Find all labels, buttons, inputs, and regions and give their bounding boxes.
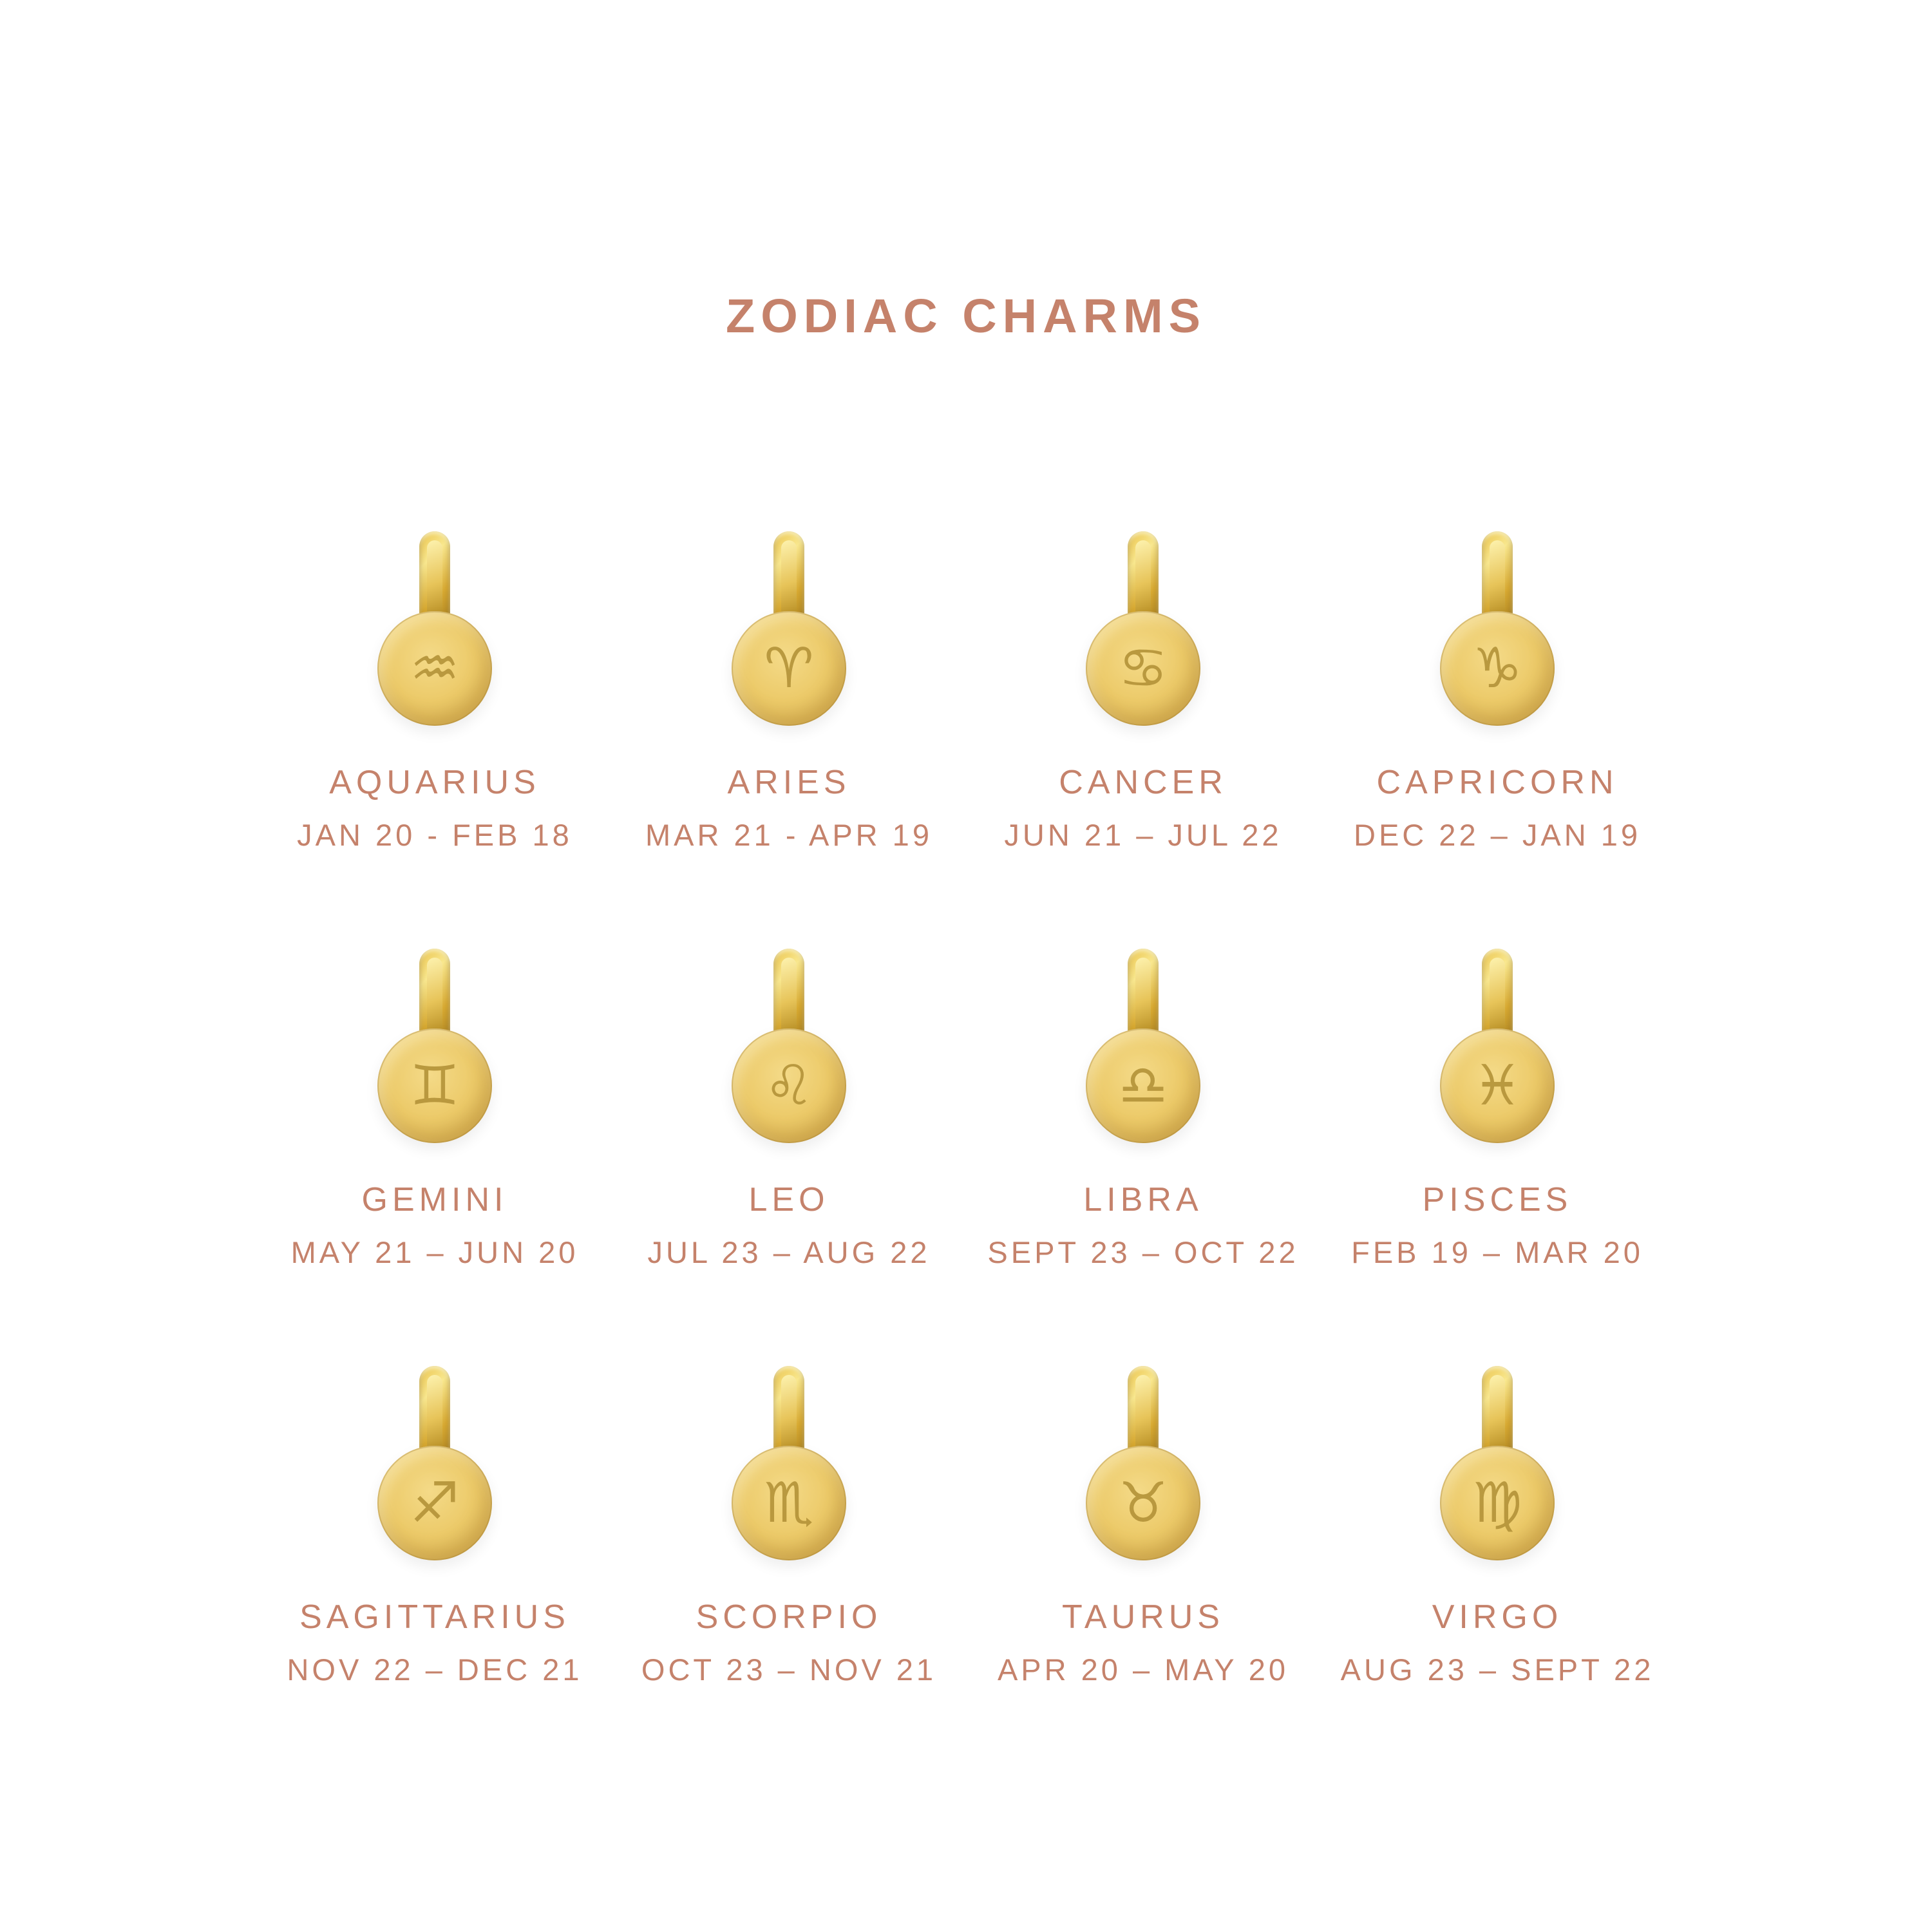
charm-name-label: GEMINI [361,1181,508,1218]
charm-dates-label: OCT 23 – NOV 21 [641,1653,937,1687]
pendant-disc [1086,611,1200,726]
charm-name-label: SAGITTARIUS [299,1598,570,1636]
charm-leo [612,929,966,1347]
charm-dates-label: JUL 23 – AUG 22 [647,1235,931,1269]
sagittarius-symbol-icon: ♐ [410,1471,460,1535]
virgo-symbol-icon: ♍ [1472,1471,1522,1535]
aquarius-symbol-icon: ♒ [410,636,460,701]
charm-scorpio [612,1347,966,1764]
pendant-disc [1440,1028,1555,1143]
charm-aquarius [258,512,612,929]
charm-grid [258,512,1674,1764]
capricorn-symbol-icon: ♑ [1472,636,1522,701]
charm-dates-label: MAR 21 - APR 19 [645,818,933,852]
libra-symbol-icon: ♎ [1118,1054,1168,1118]
aries-symbol-icon: ♈ [764,636,814,701]
charm-gemini [258,929,612,1347]
charm-pisces [1320,929,1674,1347]
charm-dates-label: MAY 21 – JUN 20 [290,1235,579,1269]
charm-aries [612,512,966,929]
charm-dates-label: DEC 22 – JAN 19 [1354,818,1641,852]
charm-dates-label: NOV 22 – DEC 21 [287,1653,583,1687]
charm-name-label: LIBRA [1083,1181,1203,1218]
charm-capricorn [1320,512,1674,929]
taurus-symbol-icon: ♉ [1118,1471,1168,1535]
charm-dates-label: SEPT 23 – OCT 22 [987,1235,1299,1269]
scorpio-symbol-icon: ♏ [764,1471,814,1535]
pendant-disc [1086,1446,1200,1560]
charm-name-label: PISCES [1422,1181,1573,1218]
gemini-symbol-icon: ♊ [410,1054,460,1118]
pendant-disc [1440,611,1555,726]
page-title: ZODIAC CHARMS [726,289,1206,343]
charm-name-label: AQUARIUS [329,764,540,801]
charm-libra [966,929,1320,1347]
pendant-disc [377,1028,492,1143]
pendant-disc [1086,1028,1200,1143]
charm-name-label: CANCER [1059,764,1227,801]
charm-dates-label: APR 20 – MAY 20 [997,1653,1289,1687]
charm-dates-label: FEB 19 – MAR 20 [1351,1235,1643,1269]
charm-taurus [966,1347,1320,1764]
pendant-disc [732,611,846,726]
charm-cancer [966,512,1320,929]
pisces-symbol-icon: ♓ [1472,1054,1522,1118]
charm-dates-label: AUG 23 – SEPT 22 [1340,1653,1654,1687]
charm-sagittarius [258,1347,612,1764]
charm-name-label: LEO [748,1181,829,1218]
pendant-disc [377,611,492,726]
charm-name-label: CAPRICORN [1376,764,1618,801]
pendant-disc [732,1028,846,1143]
charm-dates-label: JUN 21 – JUL 22 [1004,818,1282,852]
pendant-disc [1440,1446,1555,1560]
pendant-disc [732,1446,846,1560]
pendant-disc [377,1446,492,1560]
charm-name-label: TAURUS [1062,1598,1224,1636]
charm-name-label: VIRGO [1432,1598,1563,1636]
charm-name-label: SCORPIO [696,1598,882,1636]
charm-dates-label: JAN 20 - FEB 18 [297,818,573,852]
cancer-symbol-icon: ♋ [1118,636,1168,701]
leo-symbol-icon: ♌ [764,1054,814,1118]
charm-virgo [1320,1347,1674,1764]
charm-name-label: ARIES [727,764,851,801]
